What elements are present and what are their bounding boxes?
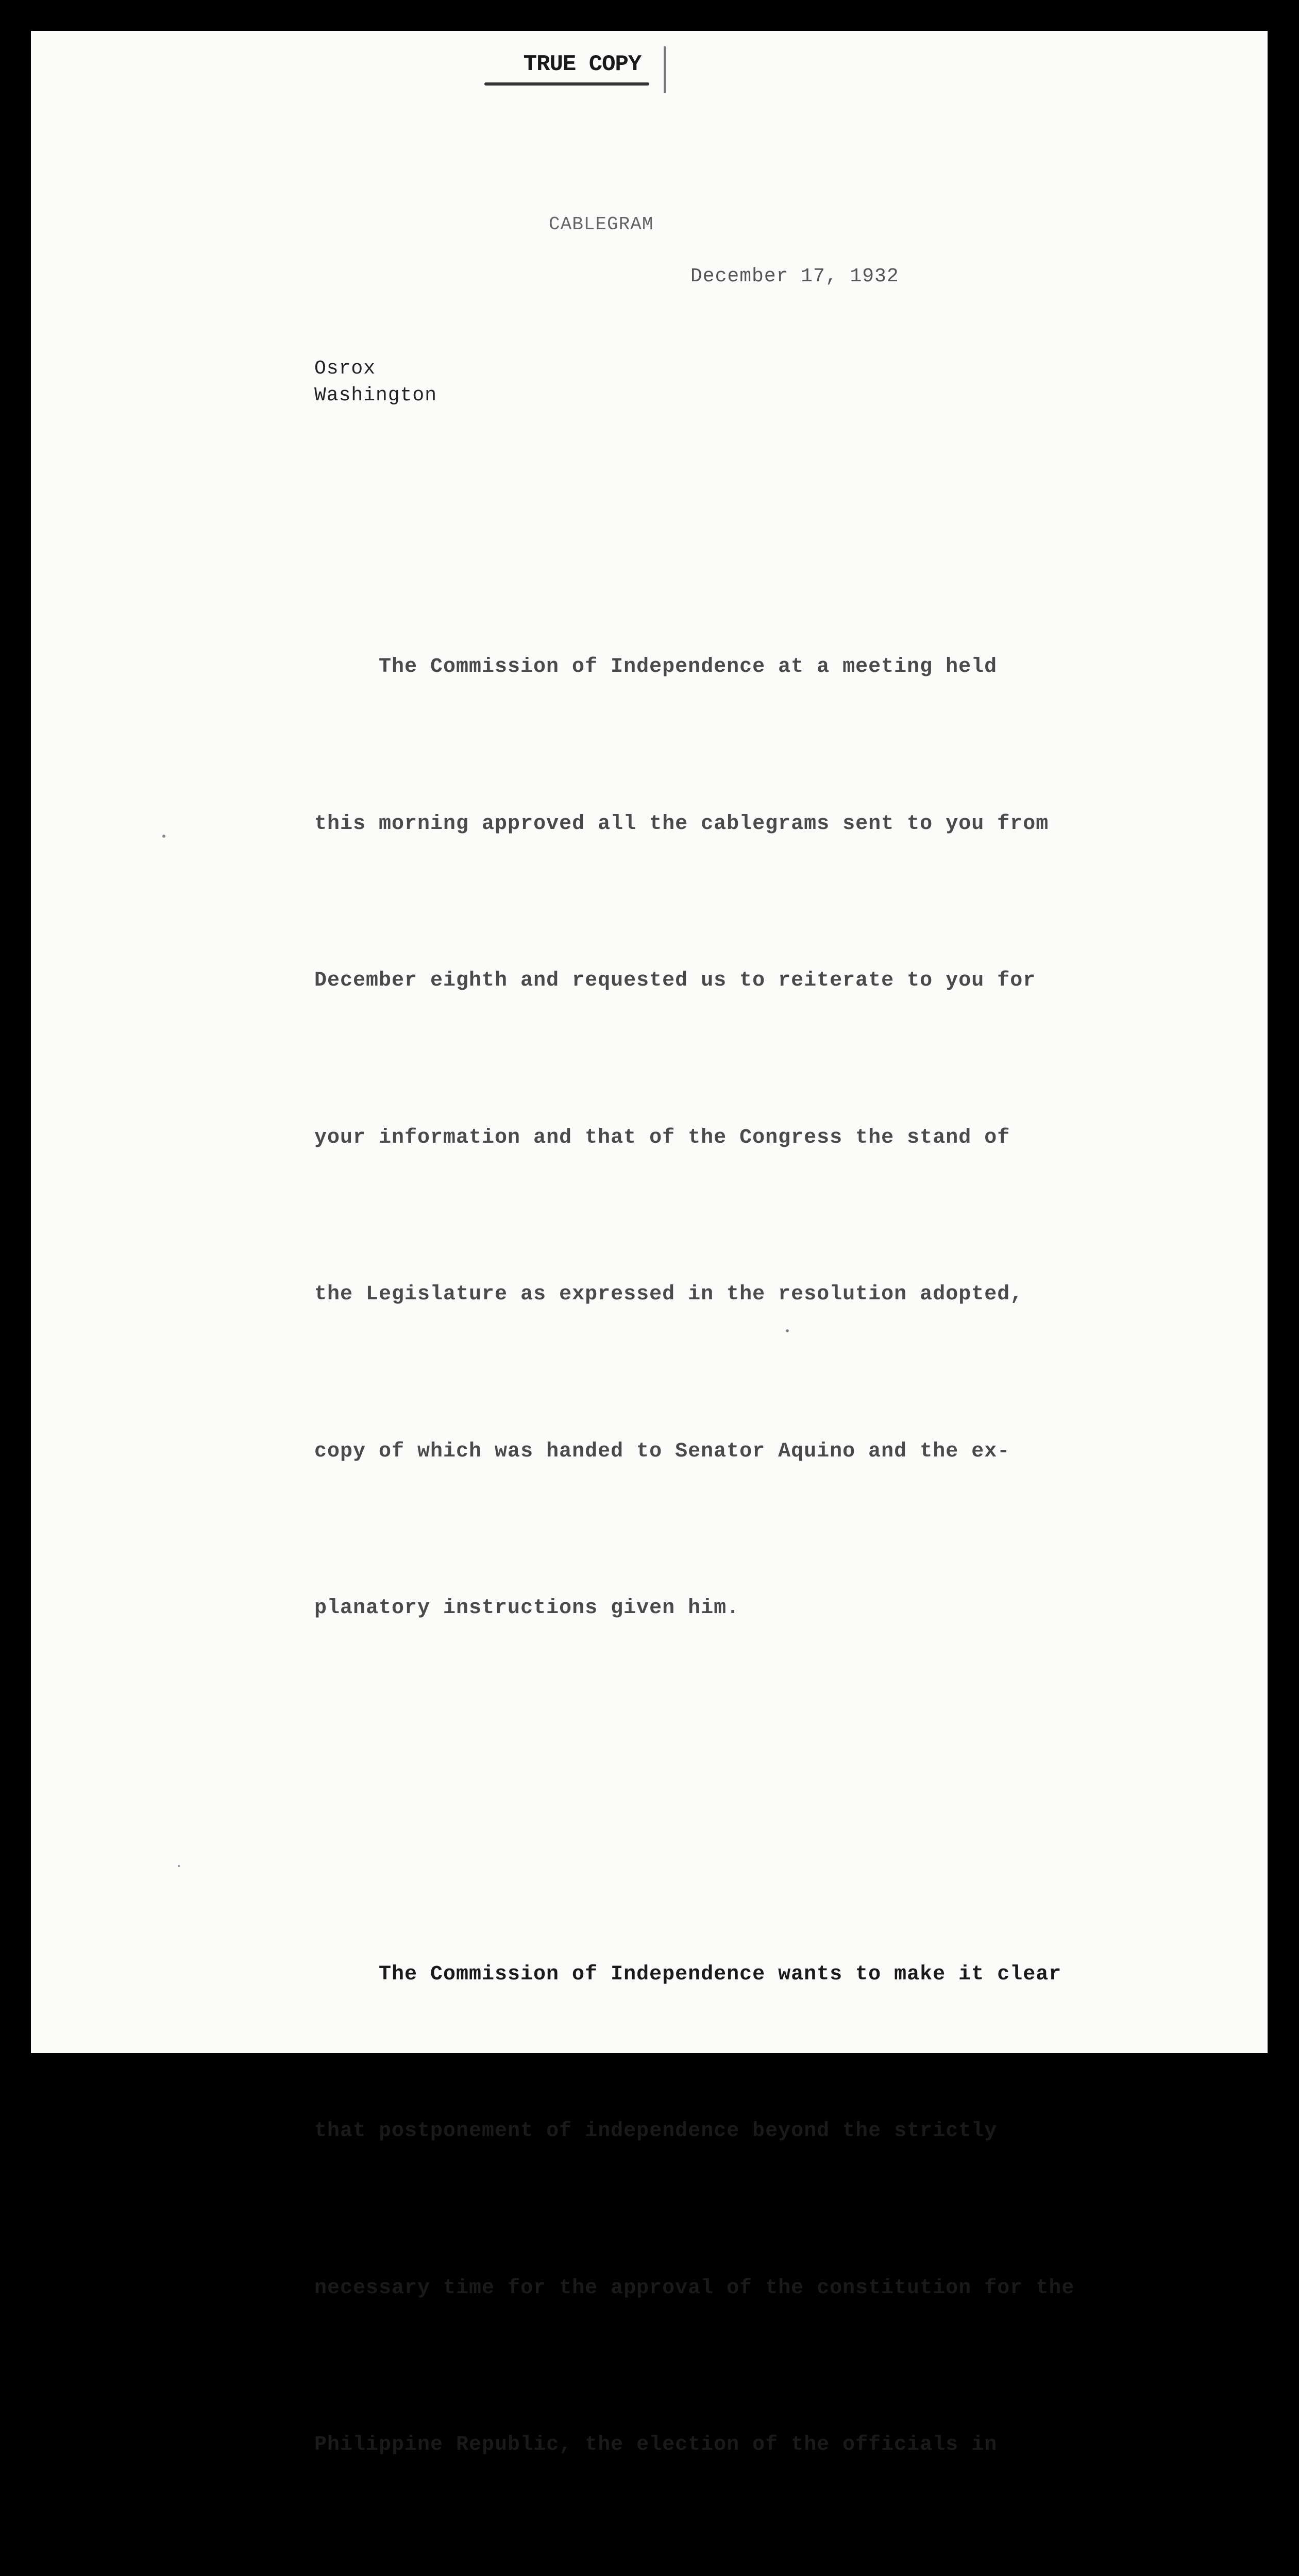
stamp-underline [484,82,649,86]
paper-speck [786,1329,789,1332]
true-copy-stamp: TRUE COPY [490,52,675,77]
text-line: the Legislature as expressed in the resolution adopted, [314,1268,1170,1321]
document-heading: CABLEGRAM [549,214,653,235]
text-line: your information and that of the Congress the stand of [314,1112,1170,1164]
recipient: Osrox [314,355,437,382]
text-line: that postponement of independence beyond the strictly [314,2105,1170,2158]
margin-mark [664,46,666,93]
paragraph-2 [314,1844,1170,2576]
text-line: copy of which was handed to Senator Aquino and the ex- [314,1426,1170,1478]
recipient-location: Washington [314,382,437,409]
message-body [314,432,1170,2576]
text-line: necessary time for the approval of the constitution for the [314,2262,1170,2315]
paper-speck [178,1865,180,1867]
paragraph-1 [314,536,1170,1739]
text-line: The Commission of Independence wants to make it clear [314,1948,1170,2001]
paper-speck [162,835,165,838]
text-line: Philippine Republic, the election of the officials in [314,2419,1170,2471]
address-block [314,355,437,409]
text-line: The Commission of Independence at a meeting held [314,641,1170,693]
text-line: planatory instructions given him. [314,1582,1170,1635]
document-date: December 17, 1932 [690,265,899,287]
text-line: this morning approved all the cablegrams sent to you from [314,798,1170,851]
document-page [31,31,1268,2053]
text-line: December eighth and requested us to reiterate to you for [314,955,1170,1007]
